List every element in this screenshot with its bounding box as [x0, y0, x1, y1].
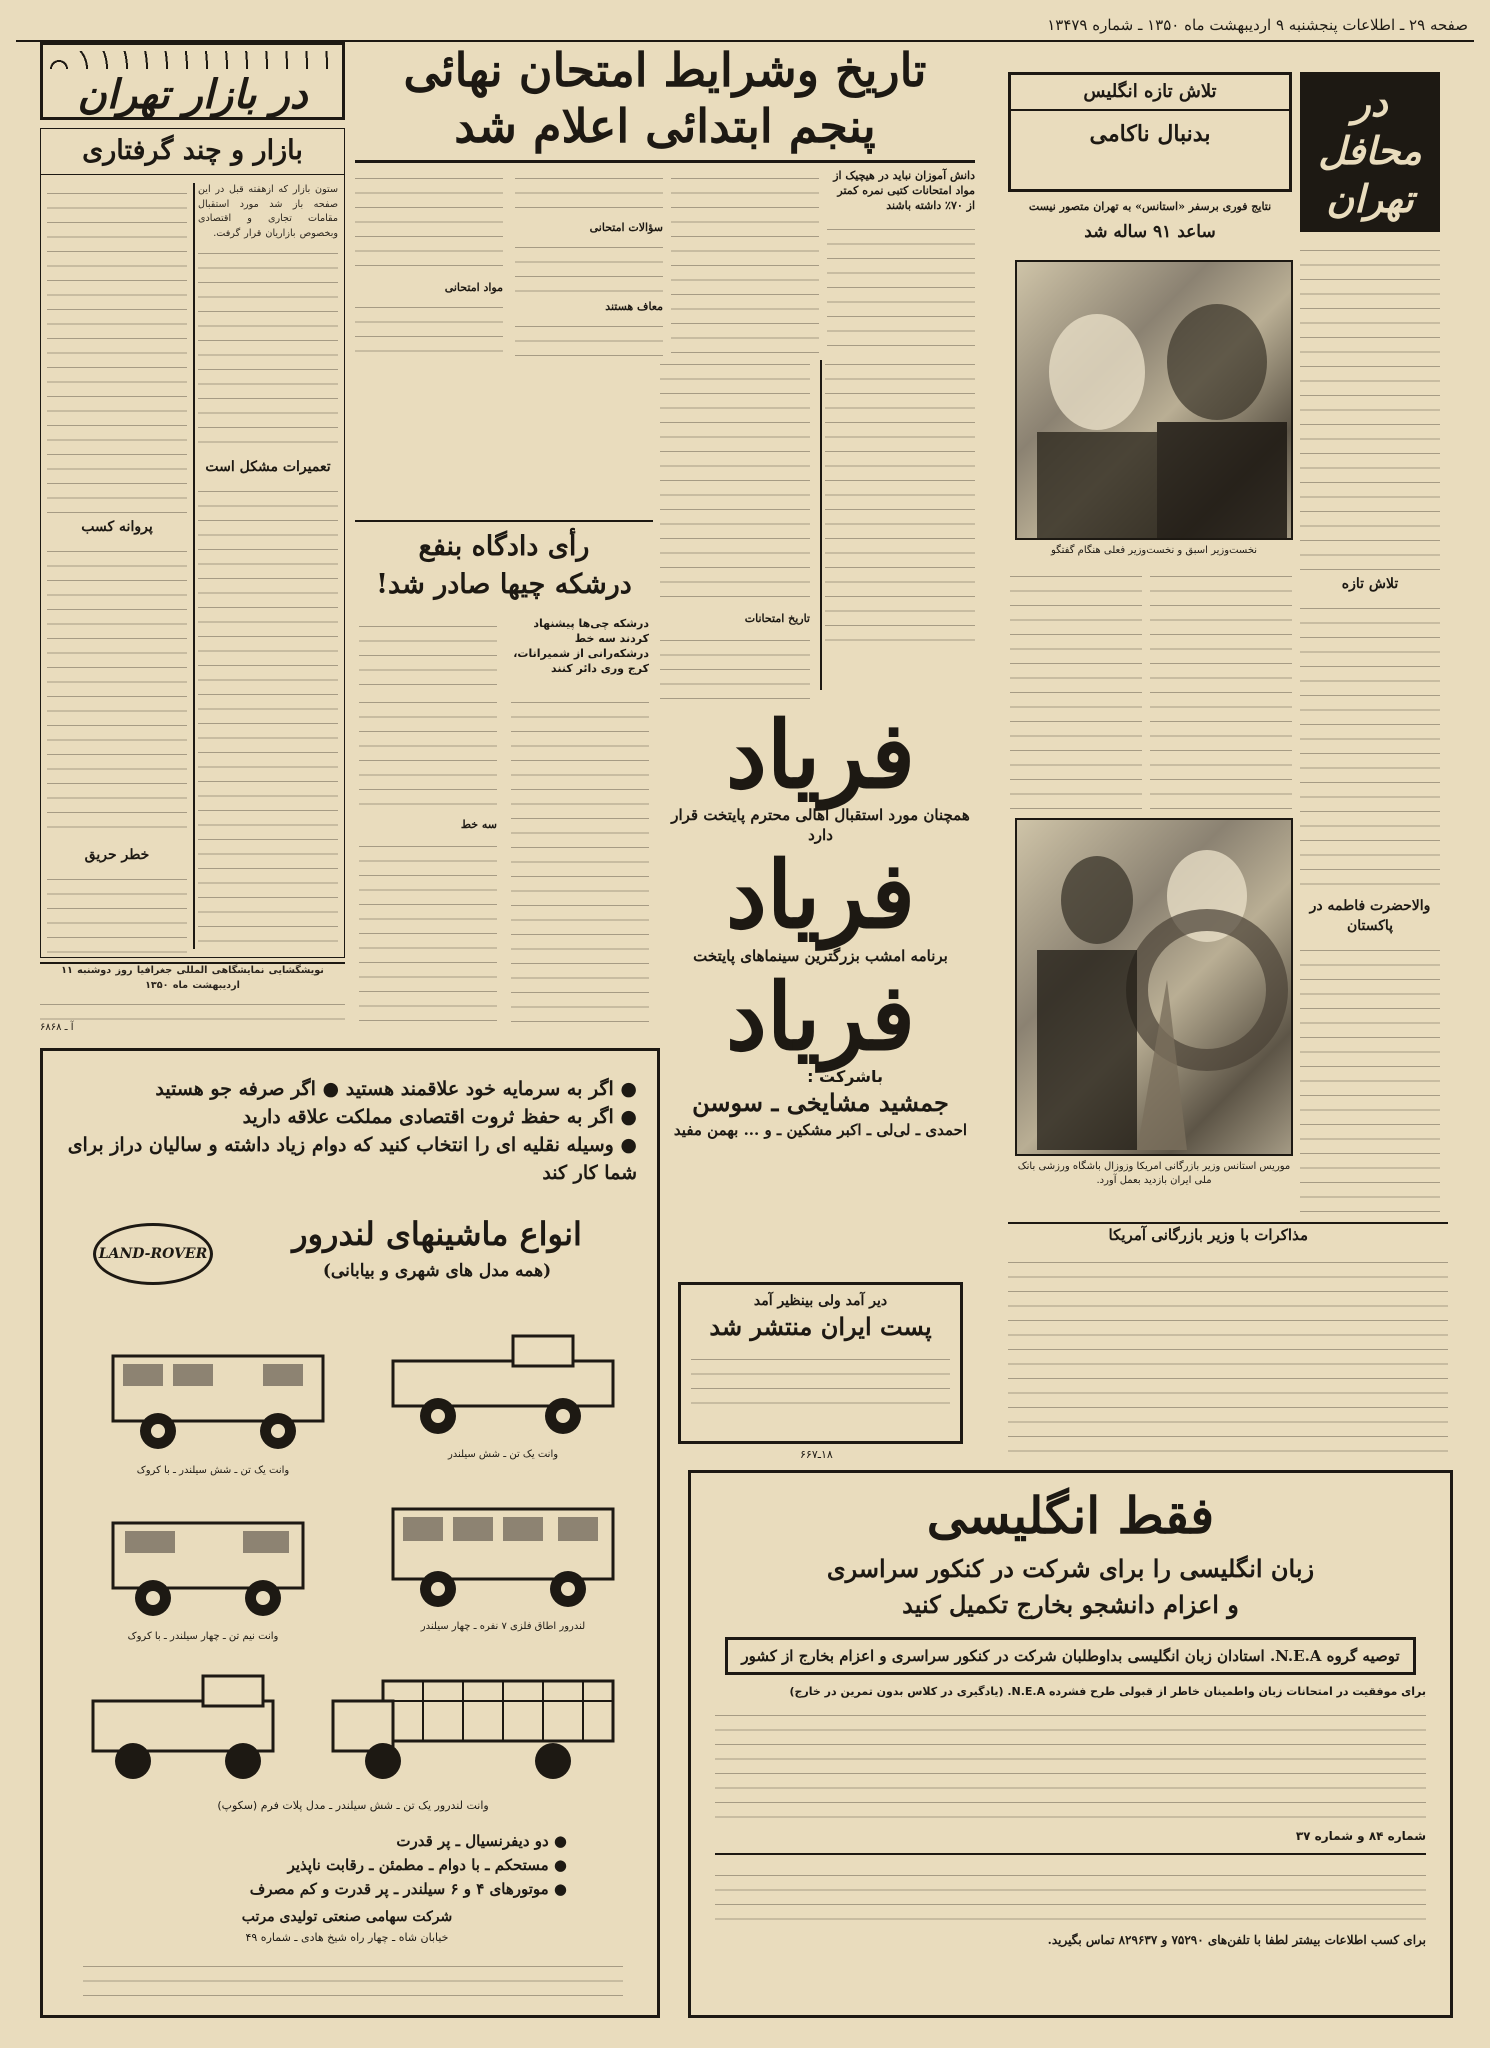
exam-sub-mavad: مواد امتحانی	[444, 281, 503, 294]
bazaar-text-block	[47, 183, 187, 513]
news1-sub: بدنبال ناکامی	[1089, 120, 1211, 147]
court-title-line2: درشکه چیها صادر شد!	[376, 569, 632, 600]
post-code: ۱۸ـ۶۶۷	[800, 1448, 833, 1461]
exam-col-2	[671, 168, 819, 354]
car-caption-2: وانت یک تن ـ شش سیلندر ـ با کروک	[136, 1465, 290, 1476]
car-pickup-1	[383, 1321, 623, 1441]
circles-logo	[1300, 72, 1440, 232]
english-item2: شماره ۸۴ و شماره ۳۷	[1295, 1829, 1426, 1843]
exam-col-1	[827, 168, 975, 354]
lr-feature-2-text: مستحکم ـ با دوام ـ مطمئن ـ رقابت ناپذیر	[287, 1856, 549, 1874]
lr-line1b-text: اگر صرفه جو هستید	[155, 1078, 316, 1100]
page-header	[16, 16, 1474, 42]
bazaar-sub-parvaneh: پروانه کسب	[81, 519, 153, 535]
english-text-block	[715, 1865, 1426, 1925]
bazaar-sub-tamirat: تعمیرات مشکل است	[205, 459, 331, 475]
car-pickup-2	[103, 1336, 333, 1456]
car-caption-1: وانت یک تن ـ شش سیلندر	[447, 1449, 559, 1460]
circles-text-lines	[1300, 598, 1440, 888]
bazaar-logo-box	[40, 42, 345, 120]
court-text-block	[511, 692, 649, 1032]
court-text-block	[359, 692, 497, 812]
english-sub2: و اعزام دانشجو بخارج تکمیل کنید	[902, 1590, 1239, 1619]
exam-sub-moaf: معاف هستند	[605, 300, 663, 313]
age-line: ساعد ۹۱ ساله شد	[1084, 222, 1216, 242]
bazaar-sub-harigh: خطر حریق	[84, 847, 150, 863]
faryad-line1: همچنان مورد استقبال اهالی محترم پایتخت قرار دارد	[671, 806, 970, 844]
exam-text-block	[825, 354, 975, 654]
lr-features	[127, 1829, 567, 1901]
landrover-logo	[93, 1223, 213, 1285]
lr-feature-3-text: موتورهای ۴ و ۶ سیلندر ـ پر قدرت و کم مصرف	[249, 1880, 549, 1898]
exam-text-block	[515, 237, 663, 297]
circles-sub-fatemeh: والاحضرت فاطمه در پاکستان	[1309, 898, 1431, 934]
result-line: نتایج فوری برسفر «استانس» به تهران متصور نیست	[1028, 200, 1272, 213]
divider	[1008, 1222, 1448, 1224]
lr-feature-3: ● موتورهای ۴ و ۶ سیلندر ـ پر قدرت و کم مصرف	[249, 1880, 567, 1898]
exam-text-block	[827, 219, 975, 359]
divider	[820, 360, 822, 690]
bazaar-text-block	[198, 481, 338, 951]
exhibition-text: نویشگشایی نمایشگاهی المللی جغرافیا روز دوشنبه ۱۱ اردیبهشت ماه ۱۳۵۰	[61, 965, 324, 991]
car-caption-5: وانت لندرور یک تن ـ شش سیلندر ـ مدل پلات فرم (سکوپ)	[217, 1799, 489, 1812]
exam-sub-tarikh: تاریخ امتحانات	[744, 612, 810, 625]
lr-subtitle: (همه مدل های شهری و بیابانی)	[322, 1261, 552, 1281]
car-caption-4: وانت نیم تن ـ چهار سیلندر ـ با کروک	[127, 1631, 279, 1642]
faryad-ad	[668, 701, 973, 1245]
lr-line1	[43, 1075, 657, 1103]
faryad-with: باشرکت :	[807, 1067, 883, 1086]
exam-continuation	[660, 354, 975, 704]
english-footer: برای کسب اطلاعات بیشتر لطفا با تلفن‌های ۷۵۲۹۰ و ۸۲۹۶۳۷ تماس بگیرید.	[1047, 1933, 1426, 1947]
english-ad	[688, 1470, 1453, 2018]
photo1-caption: نخست‌وزیر اسبق و نخست‌وزیر فعلی هنگام گفتگو	[1050, 545, 1258, 556]
court-article	[355, 520, 653, 1040]
lr-line3	[43, 1131, 657, 1187]
bazaar-logo: در بازار تهران	[77, 71, 308, 118]
lr-address: خیابان شاه ـ چهار راه شیخ هادی ـ شماره ۴۹	[245, 1931, 449, 1944]
landrover-logo-text: LAND-ROVER	[98, 1246, 208, 1262]
post-text-block	[691, 1349, 950, 1407]
circles-text-lines	[1300, 240, 1440, 570]
lr-title: انواع ماشینهای لندرور	[292, 1215, 582, 1253]
exam-title-line2: پنجم ابتدائی اعلام شد	[454, 99, 876, 153]
lr-company: شرکت سهامی صنعتی تولیدی مرتب	[241, 1909, 453, 1925]
exhibition-text-block	[40, 994, 345, 1022]
court-lead: درشکه چی‌ها پیشنهاد کردند سه خط درشکه‌رانی از شمیرانات، کرج وری دائر کنند	[513, 617, 649, 675]
car-station	[383, 1491, 623, 1616]
exhibition-notice	[40, 962, 345, 1036]
post-line1: دیر آمد ولی بینظیر آمد	[753, 1293, 888, 1309]
lr-line1-text: اگر به سرمایه خود علاقمند هستید	[345, 1078, 614, 1100]
header-line: صفحه ۲۹ ـ اطلاعات پنجشنبه ۹ اردیبهشت ماه ۱۳۵۰ ـ شماره ۱۳۴۷۹	[1047, 16, 1468, 34]
faryad-line2: برنامه امشب بزرگترین سینماهای پایتخت	[693, 947, 948, 965]
lr-phone-block	[83, 1956, 623, 2000]
court-title-line1: رأی دادگاه بنفع	[418, 531, 590, 562]
english-text-block	[715, 1705, 1426, 1825]
english-title: فقط انگلیسی	[926, 1486, 1215, 1545]
photo-prime-ministers	[1015, 260, 1293, 540]
circles-sub-talash: تلاش تازه	[1341, 576, 1399, 592]
circles-title: در محافل تهران	[1318, 80, 1422, 221]
lr-feature-2: ● مستحکم ـ با دوام ـ مطمئن ـ رقابت ناپذیر	[287, 1856, 567, 1874]
divider	[355, 160, 975, 163]
circles-text-lines	[1300, 940, 1440, 1220]
lr-bullet: ●	[613, 1106, 637, 1128]
exam-text-block	[660, 354, 810, 604]
english-box-title: توصیه گروه N.E.A. استادان زبان انگلیسی بداوطلبان شرکت در کنکور سراسری و اعزام بخارج از کشور	[725, 1637, 1416, 1675]
post-title: پست ایران منتشر شد	[709, 1312, 932, 1341]
exam-title-line1: تاریخ وشرایط امتحان نهائی	[403, 43, 927, 97]
circles-text-block	[1010, 566, 1142, 816]
circles-text-block	[1300, 598, 1440, 888]
car-platform	[83, 1661, 623, 1791]
exam-col-3	[515, 168, 663, 354]
faryad-word-3: فریاد	[725, 963, 916, 1071]
english-item1: برای موفقیت در امتحانات زبان واطمینان خاطر از قبولی طرح فشرده N.E.A. (یادگیری در کلاس بدون تمرین در خارج)	[789, 1685, 1426, 1698]
circles-text-block	[1150, 566, 1292, 816]
car-caption-3: لندرور اطاق فلزی ۷ نفره ـ چهار سیلندر	[420, 1621, 586, 1632]
divider	[715, 1853, 1426, 1855]
lr-line3-text: وسیله نقلیه ای را انتخاب کنید که دوام زیاد داشته و سالیان دراز برای شما کار کند	[67, 1134, 637, 1184]
commerce-title: مذاکرات با وزیر بازرگانی آمریکا	[1108, 1226, 1308, 1244]
lr-feature-1-text: دو دیفرنسیال ـ پر قدرت	[396, 1832, 549, 1850]
exam-article	[355, 42, 975, 354]
photo-stans-garland	[1015, 818, 1293, 1156]
exam-text-block	[515, 316, 663, 356]
faryad-word-1: فریاد	[725, 701, 916, 809]
photo-figures	[1017, 820, 1291, 1154]
exam-text-block	[355, 297, 503, 357]
exam-text-block	[355, 168, 503, 278]
commerce-text-block	[1008, 1252, 1448, 1452]
circles-text-block	[1300, 240, 1440, 570]
exam-lead: دانش آموزان نباید در هیچیک از مواد امتحانات کتبی نمره کمتر از ۷۰٪ داشته باشند	[833, 169, 975, 212]
circles-text-block	[1300, 940, 1440, 1220]
faryad-word-2: فریاد	[725, 841, 916, 949]
post-iran-box	[678, 1282, 963, 1444]
exam-text-block	[660, 630, 810, 700]
exam-text-block	[671, 168, 819, 354]
exam-text-block	[515, 168, 663, 218]
court-text-block	[359, 836, 497, 1032]
bazaar-text-block	[47, 869, 187, 959]
bazaar-article	[40, 128, 345, 958]
exam-col-4	[355, 168, 503, 354]
exhibition-code: آ ـ ۶۸۶۸	[40, 1022, 74, 1033]
photo-figures	[1017, 262, 1291, 538]
lr-bullet: ●	[613, 1078, 637, 1100]
bazaar-col-left	[47, 183, 187, 949]
lr-bullet: ●	[613, 1134, 637, 1156]
lr-line2-text: اگر به حفظ ثروت اقتصادی مملکت علاقه دارید	[242, 1106, 614, 1128]
lr-line2	[43, 1103, 657, 1131]
english-sub1: زبان انگلیسی را برای شرکت در کنکور سراسری	[826, 1554, 1315, 1583]
faryad-cast: احمدی ـ لی‌لی ـ اکبر مشکین ـ و ... بهمن مفید	[673, 1121, 968, 1139]
lr-bullet: ●	[315, 1078, 340, 1100]
news1-title: تلاش تازه انگلیس	[1083, 81, 1217, 102]
landrover-ad	[40, 1048, 660, 2018]
bazaar-text-block	[47, 541, 187, 841]
court-sub: سه خط	[460, 818, 497, 831]
bazaar-text-block	[198, 243, 338, 453]
bazaar-title: بازار و چند گرفتاری	[41, 129, 344, 175]
bazaar-logo-arches	[49, 51, 336, 69]
court-text-block	[359, 616, 497, 686]
faryad-stars: جمشید مشایخی ـ سوسن	[692, 1088, 949, 1117]
exam-sub-soalat: سؤالات امتحانی	[589, 221, 663, 234]
bazaar-col-right	[198, 183, 338, 949]
bazaar-intro: ستون بازار که ازهفته قبل در این صفحه باز شد مورد استقبال مقامات تجاری و اقتصادی وبخصوص بازاریان قرار گرفت.	[198, 184, 338, 239]
car-halfton	[103, 1503, 313, 1623]
lr-feature-1: ● دو دیفرنسیال ـ پر قدرت	[396, 1832, 567, 1850]
news1-box	[1008, 72, 1292, 192]
divider	[193, 183, 195, 949]
photo2-caption: موریس استانس وزیر بازرگانی امریکا وزوزال باشگاه ورزشی بانک ملی ایران بازدید بعمل آورد.	[1017, 1161, 1291, 1186]
